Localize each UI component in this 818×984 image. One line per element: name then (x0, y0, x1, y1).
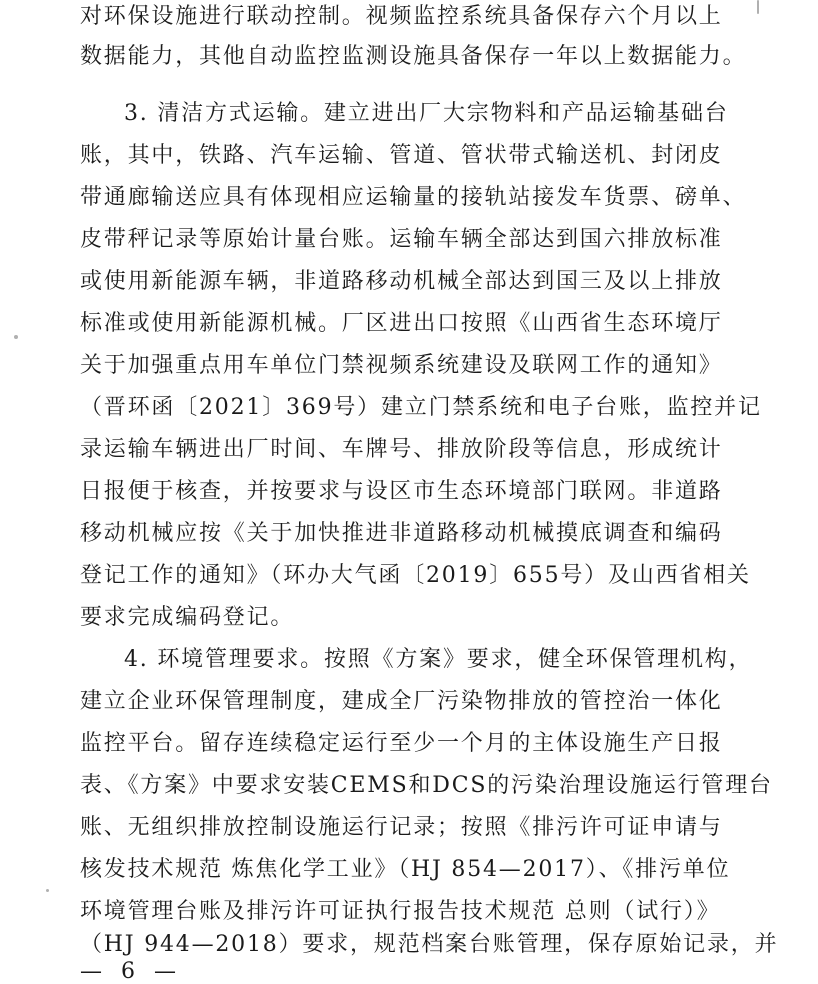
text-line: （晋环函〔2021〕369号）建立门禁系统和电子台账，监控并记 (80, 395, 762, 420)
page-number: — 6 — (80, 959, 182, 984)
text-line: 要求完成编码登记。 (80, 605, 295, 630)
scan-speck (46, 889, 49, 892)
text-line: 移动机械应按《关于加快推进非道路移动机械摸底调查和编码 (80, 521, 723, 546)
text-line: 账，其中，铁路、汽车运输、管道、管状带式输送机、封闭皮 (80, 143, 723, 168)
text-line: 标准或使用新能源机械。厂区进出口按照《山西省生态环境厅 (80, 311, 723, 336)
text-line: 带通廊输送应具有体现相应运输量的接轨站接发车货票、磅单、 (80, 185, 747, 210)
text-line: 建立企业环保管理制度，建成全厂污染物排放的管控治一体化 (80, 689, 723, 714)
text-line: 核发技术规范 炼焦化学工业》（HJ 854—2017）、《排污单位 (80, 857, 731, 882)
text-line: 录运输车辆进出厂时间、车牌号、排放阶段等信息，形成统计 (80, 437, 723, 462)
text-line: 关于加强重点用车单位门禁视频系统建设及联网工作的通知》 (80, 353, 723, 378)
paragraph-heading-line: 3. 清洁方式运输。建立进出厂大宗物料和产品运输基础台 (124, 101, 729, 126)
scan-speck (14, 335, 18, 339)
text-line: 日报便于核查，并按要求与设区市生态环境部门联网。非道路 (80, 479, 723, 504)
text-line: 表、《方案》中要求安装CEMS和DCS的污染治理设施运行管理台 (80, 773, 773, 798)
text-line: 环境管理台账及排污许可证执行报告技术规范 总则（试行）》 (80, 899, 721, 924)
text-line: 监控平台。留存连续稳定运行至少一个月的主体设施生产日报 (80, 731, 723, 756)
text-line: 登记工作的通知》（环办大气函〔2019〕655号）及山西省相关 (80, 563, 751, 588)
text-line: 数据能力，其他自动监控监测设施具备保存一年以上数据能力。 (80, 44, 747, 69)
text-line: 账、无组织排放控制设施运行记录；按照《排污许可证申请与 (80, 815, 723, 840)
scan-speck (757, 0, 759, 14)
text-line: 皮带秤记录等原始计量台账。运输车辆全部达到国六排放标准 (80, 227, 723, 252)
text-line: 对环保设施进行联动控制。视频监控系统具备保存六个月以上 (80, 4, 723, 29)
text-line: （HJ 944—2018）要求，规范档案台账管理，保存原始记录，并 (80, 932, 779, 957)
paragraph-heading-line: 4. 环境管理要求。按照《方案》要求，健全环保管理机构， (124, 647, 753, 672)
text-line: 或使用新能源车辆，非道路移动机械全部达到国三及以上排放 (80, 269, 723, 294)
